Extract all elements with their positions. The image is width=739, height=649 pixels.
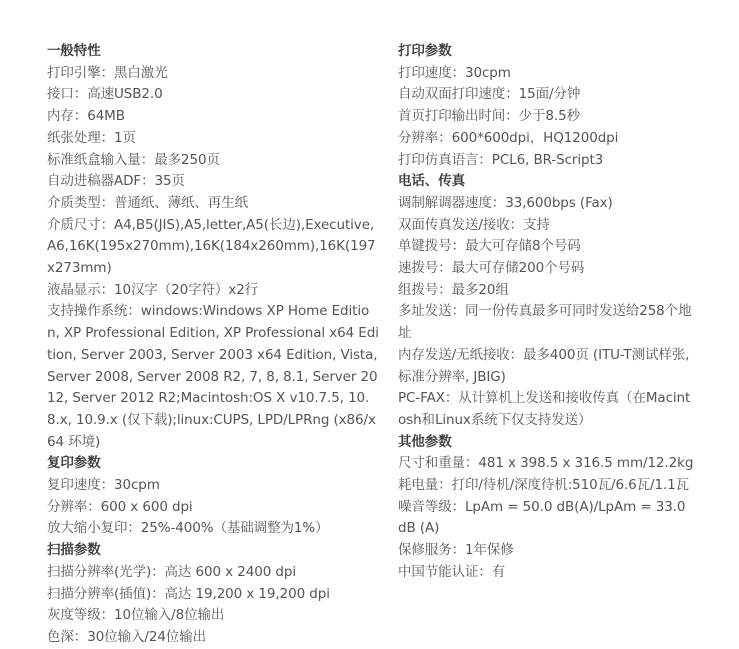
spec-line: 扫描分辨率(插值)：高达 19,200 x 19,200 dpi [47, 585, 330, 602]
spec-line: 支持操作系统：windows:Windows XP Home Edition, XP Professional Edition, XP Professional x64 Edition, Server 2003, Server 2003 x64 Edition, Vista, Server 2008, Server 2008 R2, 7, 8, 8.1, Server 2012, Server 2012 R2;Macintosh:OS X v10.7.5, 10.8.x, 10.9.x (仅下载);linux:CUPS, LPD/LPRng (x86/x64 环境) [47, 303, 379, 450]
spec-line: 打印速度：30cpm [398, 64, 511, 81]
section-print [398, 41, 698, 171]
section-heading: 一般特性 [47, 43, 101, 59]
spec-line: 单键拨号：最大可存储8个号码 [398, 238, 581, 255]
spec-line: 噪音等级：LpAm = 50.0 dB(A)/LpAm = 33.0 dB (A) [398, 498, 686, 537]
spec-line: 打印仿真语言：PCL6, BR-Script3 [398, 151, 604, 168]
spec-line: 调制解调器速度：33,600bps (Fax) [398, 194, 613, 211]
spec-line: 灰度等级：10位输入/8位输出 [47, 607, 225, 624]
section-general [47, 41, 379, 453]
spec-line: 自动双面打印速度：15面/分钟 [398, 86, 581, 103]
section-other [398, 432, 698, 584]
section-heading: 扫描参数 [47, 542, 101, 559]
spec-line: 自动进稿器ADF：35页 [47, 173, 185, 190]
spec-line: 复印速度：30cpm [47, 477, 160, 494]
section-heading: 打印参数 [398, 43, 452, 59]
spec-line: 放大缩小复印：25%-400%（基础调整为1%） [47, 520, 329, 537]
section-fax [398, 171, 698, 431]
spec-line: 标准纸盒输入量：最多250页 [47, 151, 220, 168]
spec-line: 首页打印输出时间：少于8.5秒 [398, 108, 580, 125]
left-column [47, 41, 379, 649]
spec-line: 速拨号：最大可存储200个号码 [398, 260, 585, 277]
section-heading: 电话、传真 [398, 173, 465, 190]
spec-line: 色深：30位输入/24位输出 [47, 628, 207, 645]
section-copy [47, 453, 379, 540]
section-scan [47, 540, 379, 649]
spec-line: 打印引擎：黑白激光 [47, 64, 168, 81]
spec-line: 分辨率：600*600dpi，HQ1200dpi [398, 129, 619, 146]
spec-line: 中国节能认证：有 [398, 563, 506, 580]
right-column [398, 41, 698, 584]
spec-line: 多址发送：同一份传真最多可同时发送给258个地址 [398, 303, 692, 342]
spec-line: 双面传真发送/接收：支持 [398, 216, 550, 233]
spec-line: 接口：高速USB2.0 [47, 86, 163, 103]
spec-line: 内存：64MB [47, 108, 125, 125]
spec-line: 纸张处理：1页 [47, 129, 136, 146]
spec-line: 尺寸和重量：481 x 398.5 x 316.5 mm/12.2kg [398, 455, 694, 472]
spec-line: 组拨号：最多20组 [398, 281, 509, 298]
spec-line: 液晶显示：10汉字（20字符）x2行 [47, 281, 259, 298]
spec-line: 分辨率：600 x 600 dpi [47, 498, 193, 515]
spec-line: 扫描分辨率(光学)：高达 600 x 2400 dpi [47, 563, 297, 580]
spec-line: 保修服务：1年保修 [398, 542, 514, 559]
section-heading: 其他参数 [398, 433, 452, 450]
section-heading: 复印参数 [47, 455, 101, 472]
spec-line: 内存发送/无纸接收：最多400页 (ITU-T测试样张,标准分辨率, JBIG) [398, 346, 690, 385]
spec-line: 介质尺寸：A4,B5(JIS),A5,letter,A5(长边),Executive,A6,16K(195x270mm),16K(184x260mm),16K(197x273mm) [47, 216, 376, 277]
spec-line: PC-FAX：从计算机上发送和接收传真（在Macintosh和Linux系统下仅支持发送） [398, 390, 691, 428]
spec-line: 耗电量：打印/待机/深度待机:510瓦/6.6瓦/1.1瓦 [398, 477, 690, 494]
spec-line: 介质类型：普通纸、薄纸、再生纸 [47, 194, 248, 211]
